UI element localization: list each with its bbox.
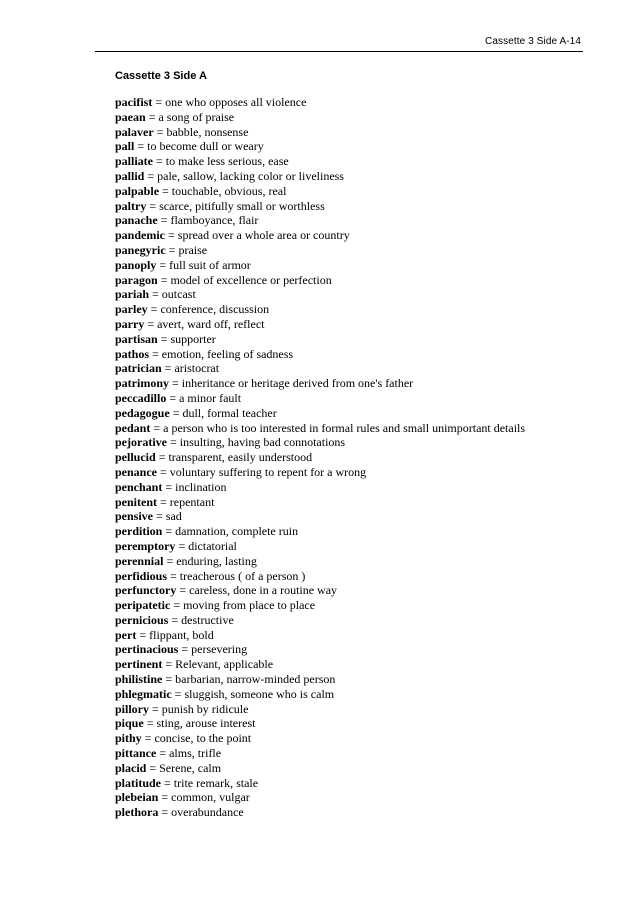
vocabulary-entry (115, 317, 615, 332)
entry-term: plethora (115, 805, 159, 820)
entry-term: penchant (115, 479, 163, 494)
vocabulary-entry (115, 569, 615, 584)
entry-definition: emotion, feeling of sadness (161, 346, 294, 361)
equals-sign: = (165, 672, 173, 687)
vocabulary-entry (115, 154, 615, 169)
equals-sign: = (164, 361, 172, 376)
entry-term: peripatetic (115, 598, 171, 613)
vocabulary-entry (115, 435, 615, 450)
vocabulary-entry (115, 243, 615, 258)
equals-sign: = (153, 420, 161, 435)
equals-sign: = (160, 331, 168, 346)
equals-sign: = (179, 583, 187, 598)
entry-term: platitude (115, 775, 162, 790)
entry-definition: conference, discussion (160, 302, 270, 317)
entry-definition: damnation, complete ruin (175, 524, 299, 539)
entry-term: perfunctory (115, 583, 177, 598)
equals-sign: = (168, 228, 175, 243)
vocabulary-entry (115, 347, 615, 362)
entry-definition: Relevant, applicable (175, 657, 274, 672)
entry-term: paltry (115, 198, 147, 213)
entry-definition: overabundance (171, 805, 244, 820)
entry-definition: spread over a whole area or country (177, 228, 350, 243)
vocabulary-entry (115, 628, 615, 643)
vocabulary-entry (115, 657, 615, 672)
equals-sign: = (172, 405, 180, 420)
entry-term: pernicious (115, 612, 169, 627)
equals-sign: = (160, 213, 168, 228)
entry-definition: alms, trifle (169, 746, 222, 761)
equals-sign: = (178, 538, 186, 553)
equals-sign: = (150, 302, 158, 317)
vocabulary-entry (115, 509, 615, 524)
entry-definition: repentant (169, 494, 215, 509)
entry-definition: punish by ridicule (161, 701, 249, 716)
entry-term: pathos (115, 346, 150, 361)
entry-term: pellucid (115, 450, 156, 465)
equals-sign: = (160, 272, 168, 287)
entry-term: pithy (115, 731, 142, 746)
vocabulary-entry (115, 302, 615, 317)
equals-sign: = (164, 775, 171, 790)
entry-term: pejorative (115, 435, 167, 450)
entry-term: pert (115, 627, 137, 642)
entry-term: palliate (115, 154, 153, 169)
entry-definition: scarce, pitifully small or worthless (159, 198, 325, 213)
vocabulary-list (115, 95, 615, 820)
vocabulary-entry (115, 95, 615, 110)
vocabulary-entry (115, 125, 615, 140)
entry-definition: praise (178, 242, 208, 257)
entry-term: pedagogue (115, 405, 170, 420)
entry-definition: outcast (161, 287, 196, 302)
vocabulary-entry (115, 480, 615, 495)
vocabulary-entry (115, 776, 615, 791)
entry-term: pallid (115, 168, 145, 183)
entry-term: patrician (115, 361, 162, 376)
entry-term: panoply (115, 257, 157, 272)
entry-term: perdition (115, 524, 163, 539)
entry-definition: trite remark, stale (173, 775, 259, 790)
vocabulary-entry (115, 287, 615, 302)
entry-term: penitent (115, 494, 157, 509)
equals-sign: = (152, 346, 159, 361)
entry-term: pandemic (115, 228, 166, 243)
entry-definition: flippant, bold (149, 627, 214, 642)
entry-term: peccadillo (115, 390, 167, 405)
equals-sign: = (172, 376, 179, 391)
vocabulary-entry (115, 524, 615, 539)
entry-term: pique (115, 716, 144, 731)
entry-definition: one who opposes all violence (165, 95, 307, 109)
equals-sign: = (162, 183, 169, 198)
equals-sign: = (169, 435, 177, 450)
equals-sign: = (152, 701, 159, 716)
entry-definition: common, vulgar (171, 790, 250, 805)
equals-sign: = (161, 790, 169, 805)
equals-sign: = (160, 494, 167, 509)
equals-sign: = (146, 716, 154, 731)
entry-term: peremptory (115, 538, 176, 553)
vocabulary-entry (115, 687, 615, 702)
entry-term: placid (115, 760, 147, 775)
entry-definition: dull, formal teacher (182, 405, 277, 420)
vocabulary-entry (115, 376, 615, 391)
equals-sign: = (156, 124, 164, 139)
entry-definition: careless, done in a routine way (189, 583, 338, 598)
entry-definition: touchable, obvious, real (171, 183, 287, 198)
running-header: Cassette 3 Side A-14 (485, 36, 581, 47)
entry-definition: sting, arouse interest (156, 716, 256, 731)
vocabulary-entry (115, 199, 615, 214)
vocabulary-entry (115, 613, 615, 628)
entry-definition: persevering (191, 642, 248, 657)
equals-sign: = (147, 168, 155, 183)
vocabulary-entry (115, 421, 615, 436)
entry-term: perennial (115, 553, 164, 568)
equals-sign: = (181, 642, 189, 657)
equals-sign: = (148, 109, 156, 124)
vocabulary-entry (115, 139, 615, 154)
entry-definition: dictatorial (188, 538, 237, 553)
equals-sign: = (152, 287, 159, 302)
vocabulary-entry (115, 598, 615, 613)
equals-sign: = (139, 627, 147, 642)
vocabulary-entry (115, 702, 615, 717)
entry-term: penance (115, 464, 157, 479)
entry-term: pensive (115, 509, 154, 524)
equals-sign: = (170, 568, 177, 583)
entry-term: pariah (115, 287, 150, 302)
equals-sign: = (171, 612, 179, 627)
entry-definition: transparent, easily understood (168, 450, 313, 465)
entry-definition: aristocrat (174, 361, 220, 376)
entry-definition: to become dull or weary (147, 139, 264, 154)
entry-term: pedant (115, 420, 151, 435)
entry-definition: avert, ward off, reflect (157, 316, 265, 331)
section-title: Cassette 3 Side A (115, 70, 207, 82)
entry-term: philistine (115, 672, 163, 687)
entry-definition: pale, sallow, lacking color or liveliness (157, 168, 344, 183)
entry-term: palaver (115, 124, 154, 139)
entry-term: pertinent (115, 657, 163, 672)
entry-definition: a minor fault (179, 390, 242, 405)
equals-sign: = (147, 316, 155, 331)
entry-definition: Serene, calm (159, 760, 222, 775)
vocabulary-entry (115, 731, 615, 746)
vocabulary-entry (115, 332, 615, 347)
entry-definition: sad (165, 509, 182, 524)
vocabulary-entry (115, 213, 615, 228)
entry-definition: model of excellence or perfection (170, 272, 332, 287)
vocabulary-entry (115, 406, 615, 421)
entry-definition: voluntary suffering to repent for a wrong (169, 464, 367, 479)
entry-term: parry (115, 316, 145, 331)
vocabulary-entry (115, 672, 615, 687)
vocabulary-entry (115, 450, 615, 465)
entry-term: pacifist (115, 95, 153, 109)
equals-sign: = (159, 257, 167, 272)
vocabulary-entry (115, 228, 615, 243)
equals-sign: = (169, 390, 177, 405)
entry-term: plebeian (115, 790, 159, 805)
entry-term: patrimony (115, 376, 169, 391)
equals-sign: = (168, 242, 176, 257)
entry-definition: a person who is too interested in formal rules and small unimportant details (163, 420, 526, 435)
entry-term: pall (115, 139, 135, 154)
entry-definition: enduring, lasting (176, 553, 257, 568)
equals-sign: = (158, 450, 166, 465)
entry-definition: concise, to the point (154, 731, 252, 746)
equals-sign: = (165, 479, 173, 494)
vocabulary-entry (115, 465, 615, 480)
vocabulary-entry (115, 495, 615, 510)
entry-term: palpable (115, 183, 160, 198)
equals-sign: = (160, 464, 167, 479)
entry-definition: moving from place to place (183, 598, 316, 613)
entry-definition: to make less serious, ease (165, 154, 289, 169)
vocabulary-entry (115, 391, 615, 406)
vocabulary-entry (115, 273, 615, 288)
entry-definition: sluggish, someone who is calm (184, 686, 335, 701)
entry-definition: treacherous ( of a person ) (179, 568, 306, 583)
entry-term: perfidious (115, 568, 168, 583)
entry-definition: barbarian, narrow-minded person (175, 672, 336, 687)
entry-definition: supporter (170, 331, 216, 346)
entry-term: paragon (115, 272, 158, 287)
vocabulary-entry (115, 761, 615, 776)
entry-term: phlegmatic (115, 686, 172, 701)
equals-sign: = (156, 154, 163, 169)
equals-sign: = (166, 553, 174, 568)
vocabulary-entry (115, 716, 615, 731)
entry-term: paean (115, 109, 146, 124)
vocabulary-entry (115, 539, 615, 554)
vocabulary-entry (115, 583, 615, 598)
vocabulary-entry (115, 642, 615, 657)
entry-definition: flamboyance, flair (170, 213, 259, 228)
equals-sign: = (165, 657, 173, 672)
vocabulary-entry (115, 169, 615, 184)
equals-sign: = (149, 198, 157, 213)
entry-definition: destructive (181, 612, 234, 627)
equals-sign: = (159, 746, 167, 761)
vocabulary-entry (115, 805, 615, 820)
entry-term: panache (115, 213, 158, 228)
entry-definition: insulting, having bad connotations (179, 435, 346, 450)
entry-term: parley (115, 302, 148, 317)
equals-sign: = (155, 95, 163, 109)
entry-term: pittance (115, 746, 157, 761)
equals-sign: = (144, 731, 152, 746)
entry-definition: inclination (175, 479, 227, 494)
entry-term: partisan (115, 331, 158, 346)
vocabulary-entry (115, 110, 615, 125)
vocabulary-entry (115, 184, 615, 199)
vocabulary-entry (115, 554, 615, 569)
vocabulary-entry (115, 790, 615, 805)
entry-definition: full suit of armor (169, 257, 251, 272)
equals-sign: = (137, 139, 145, 154)
entry-definition: babble, nonsense (166, 124, 249, 139)
vocabulary-entry (115, 361, 615, 376)
equals-sign: = (173, 598, 181, 613)
entry-term: panegyric (115, 242, 166, 257)
equals-sign: = (174, 686, 182, 701)
entry-definition: a song of praise (158, 109, 235, 124)
equals-sign: = (149, 760, 157, 775)
vocabulary-entry (115, 258, 615, 273)
equals-sign: = (156, 509, 163, 524)
entry-definition: inheritance or heritage derived from one's father (181, 376, 414, 391)
entry-term: pertinacious (115, 642, 179, 657)
equals-sign: = (165, 524, 173, 539)
equals-sign: = (161, 805, 169, 820)
vocabulary-entry (115, 746, 615, 761)
entry-term: pillory (115, 701, 150, 716)
header-rule (95, 51, 583, 52)
